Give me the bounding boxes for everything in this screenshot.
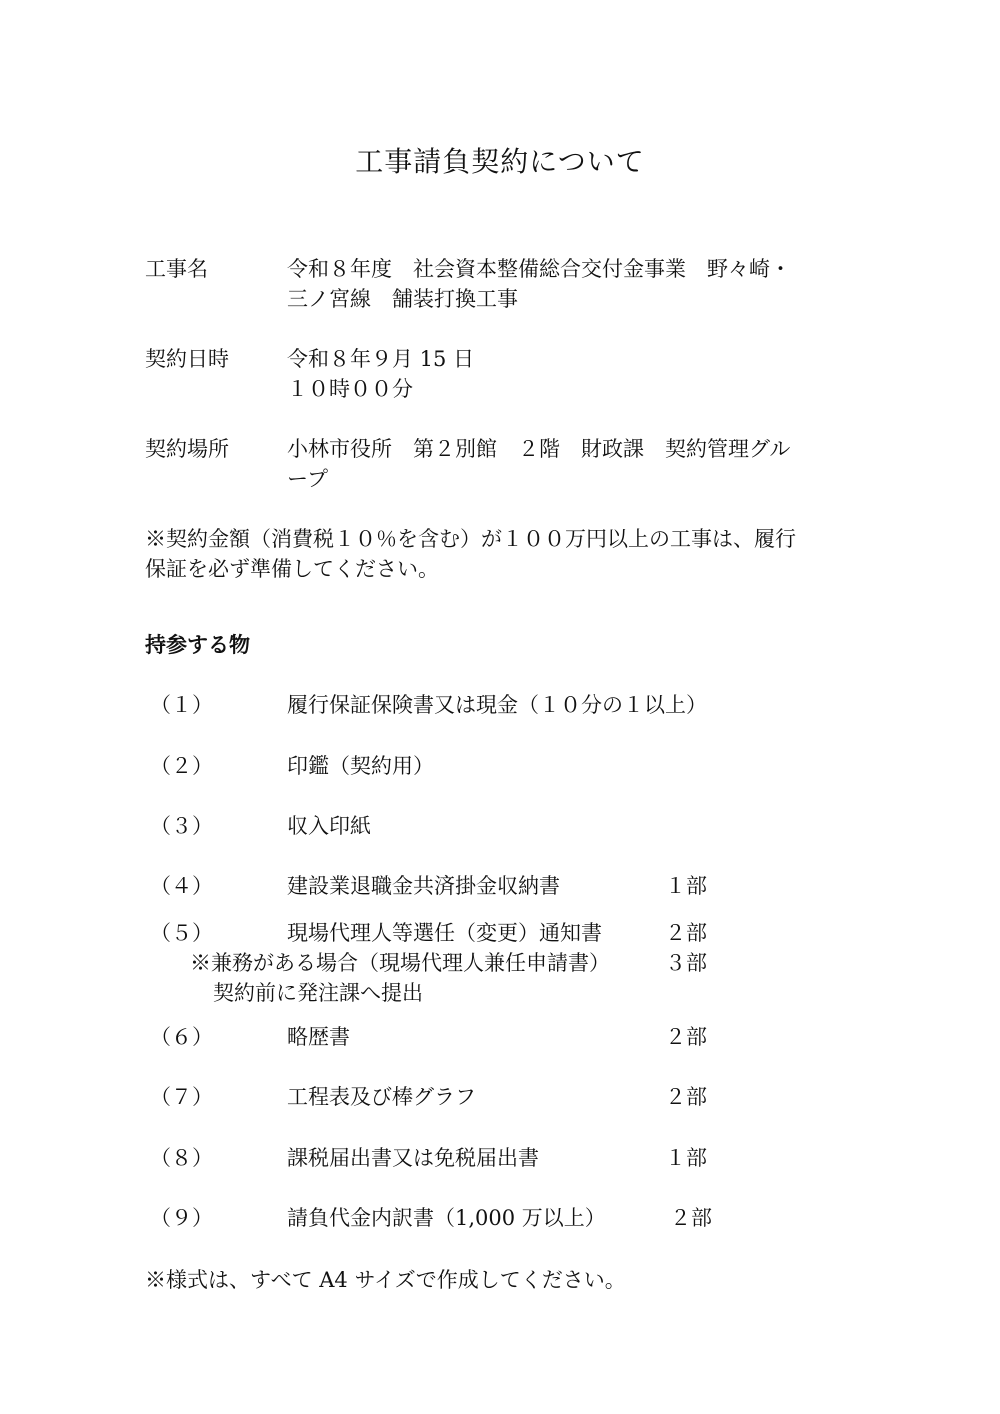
item-quantity: １部 xyxy=(665,874,707,898)
project-name-label: 工事名 xyxy=(145,257,208,281)
item-number: （７） xyxy=(150,1085,213,1109)
item-name: 建設業退職金共済掛金収納書 xyxy=(287,874,560,898)
item-name: 印鑑（契約用） xyxy=(287,754,434,778)
contract-place-line: ープ xyxy=(287,467,328,491)
item-number: （４） xyxy=(150,874,213,898)
project-name-value xyxy=(287,254,887,314)
list-item xyxy=(0,751,1000,781)
guarantee-notice xyxy=(145,524,905,584)
item5-sub-note: ※兼務がある場合（現場代理人兼任申請書） xyxy=(190,951,610,975)
contract-place-value xyxy=(287,434,887,494)
item-name: 略歴書 xyxy=(287,1025,350,1049)
item-quantity: ２部 xyxy=(665,921,707,945)
item-quantity: ２部 xyxy=(665,1085,707,1109)
item-number: （８） xyxy=(150,1146,213,1170)
item-name: 課税届出書又は免税届出書 xyxy=(287,1146,539,1170)
item-number: （２） xyxy=(150,754,213,778)
notice-line: 保証を必ず準備してください。 xyxy=(145,557,439,581)
contract-date-line: 令和８年９月 15 日 xyxy=(287,347,475,371)
contract-time-line: １０時００分 xyxy=(287,377,413,401)
item5-sub-quantity: ３部 xyxy=(665,951,707,975)
list-item xyxy=(0,918,1000,948)
item-name: 現場代理人等選任（変更）通知書 xyxy=(287,921,602,945)
contract-datetime-label: 契約日時 xyxy=(145,347,229,371)
item-quantity: １部 xyxy=(665,1146,707,1170)
items-heading: 持参する物 xyxy=(145,633,250,657)
item5-sub-instruction: 契約前に発注課へ提出 xyxy=(213,981,423,1005)
item-quantity: ２部 xyxy=(665,1025,707,1049)
list-item xyxy=(0,871,1000,901)
list-item xyxy=(0,811,1000,841)
item-quantity: ２部 xyxy=(670,1206,712,1230)
project-name-line: 令和８年度 社会資本整備総合交付金事業 野々崎・ xyxy=(287,257,791,281)
item-number: （９） xyxy=(150,1206,213,1230)
list-item xyxy=(0,690,1000,720)
project-name-line: 三ノ宮線 舗装打換工事 xyxy=(287,287,518,311)
item-number: （３） xyxy=(150,814,213,838)
list-item xyxy=(0,1022,1000,1052)
document-title: 工事請負契約について xyxy=(355,145,645,178)
format-note: ※様式は、すべて A4 サイズで作成してください。 xyxy=(145,1268,626,1292)
contract-datetime-value xyxy=(287,344,887,404)
item-number: （６） xyxy=(150,1025,213,1049)
list-item xyxy=(0,1203,1000,1233)
item-name: 請負代金内訳書（1,000 万以上） xyxy=(287,1206,606,1230)
list-item xyxy=(0,1143,1000,1173)
item-number: （１） xyxy=(150,693,213,717)
list-item xyxy=(0,1082,1000,1112)
item-number: （５） xyxy=(150,921,213,945)
notice-line: ※契約金額（消費税１０％を含む）が１００万円以上の工事は、履行 xyxy=(145,527,796,551)
contract-place-label: 契約場所 xyxy=(145,437,229,461)
item-name: 履行保証保険書又は現金（１０分の１以上） xyxy=(287,693,707,717)
item-name: 収入印紙 xyxy=(287,814,371,838)
item-name: 工程表及び棒グラフ xyxy=(287,1085,476,1109)
contract-place-line: 小林市役所 第２別館 ２階 財政課 契約管理グル xyxy=(287,437,791,461)
